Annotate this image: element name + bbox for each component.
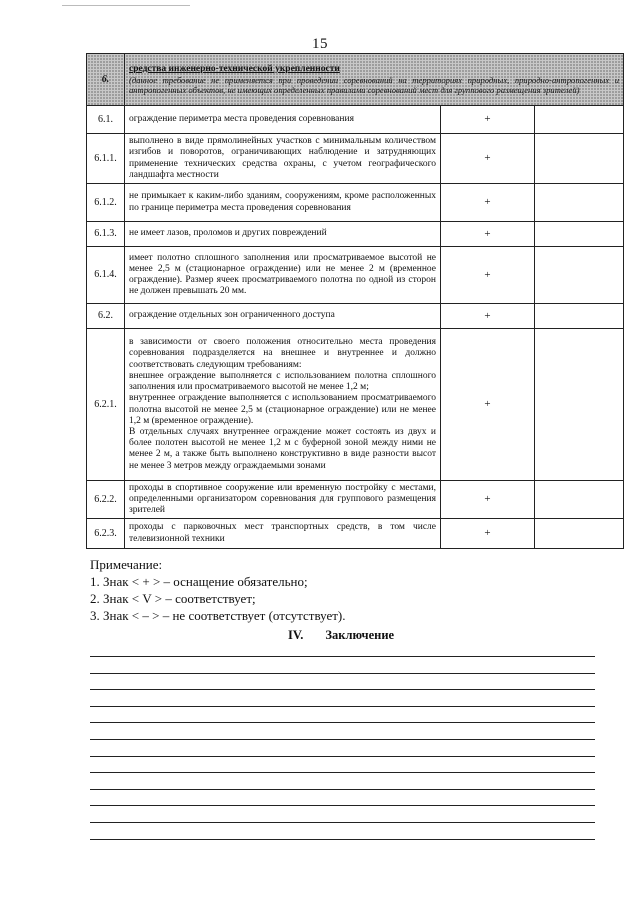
- ruled-line: [90, 739, 595, 740]
- checklist-table-body: [87, 54, 624, 549]
- conclusion-lines: [90, 656, 595, 855]
- row-mark: +: [441, 184, 535, 222]
- ruled-line: [90, 805, 595, 806]
- row-number: 6.2.2.: [87, 481, 125, 519]
- row-check-cell: [535, 106, 624, 134]
- header-cell: [125, 54, 624, 106]
- row-number: 6.2.1.: [87, 329, 125, 481]
- ruled-line: [90, 722, 595, 723]
- table-row: [87, 481, 624, 519]
- row-number: 6.1.2.: [87, 184, 125, 222]
- section-title: Заключение: [325, 628, 395, 642]
- row-mark: +: [441, 222, 535, 247]
- row-requirement: не примыкает к каким-либо зданиям, сооружениям, кроме расположенных по границе периметра места проведения соревнования: [125, 184, 441, 222]
- notes-block: [90, 556, 346, 624]
- row-check-cell: [535, 304, 624, 329]
- row-requirement: ограждение периметра места проведения соревнования: [125, 106, 441, 134]
- table-row: [87, 134, 624, 184]
- section-heading: [288, 628, 394, 643]
- notes-title: Примечание:: [90, 557, 163, 572]
- row-check-cell: [535, 481, 624, 519]
- note-item: 2. Знак < V > – соответствует;: [90, 591, 256, 606]
- row-requirement: не имеет лазов, проломов и других повреждений: [125, 222, 441, 247]
- row-number: 6.2.: [87, 304, 125, 329]
- table-header-row: [87, 54, 624, 106]
- requirement-paragraph: внутреннее ограждение выполняется с использованием просматриваемого полотна высотой не менее 2,5 м (стационарное ограждение) или не менее 1,2 м (временное ограждение).: [129, 393, 436, 426]
- header-note: (данное требование не применяется при проведении соревнований на территориях природных, природно-антропогенных и антропогенных объектов, не имеющих определенных правилами соревнований мест для группового размещения зрителей): [129, 74, 620, 96]
- row-requirement: выполнено в виде прямолинейных участков с минимальным количеством изгибов и поворотов, ограничивающих наблюдение и затрудняющих применение технических средства охраны, с учетом географического ландшафта местности: [125, 134, 441, 184]
- row-mark: +: [441, 134, 535, 184]
- table-row: [87, 106, 624, 134]
- row-mark: +: [441, 329, 535, 481]
- row-requirement: проходы в спортивное сооружение или временную постройку с местами, определенными организатором соревнования для группового размещения зрителей: [125, 481, 441, 519]
- ruled-line: [90, 772, 595, 773]
- note-item: 1. Знак < + > – оснащение обязательно;: [90, 574, 308, 589]
- ruled-line: [90, 822, 595, 823]
- requirement-paragraph: внешнее ограждение выполняется с использованием полотна сплошного заполнения или просматриваемого высотой не менее 1,2 м;: [129, 370, 436, 393]
- table-row: [87, 222, 624, 247]
- row-check-cell: [535, 134, 624, 184]
- checklist-table: [86, 53, 624, 549]
- row-check-cell: [535, 222, 624, 247]
- ruled-line: [90, 839, 595, 840]
- header-number: 6.: [87, 54, 125, 106]
- row-mark: +: [441, 519, 535, 549]
- row-number: 6.1.3.: [87, 222, 125, 247]
- ruled-line: [90, 756, 595, 757]
- row-check-cell: [535, 519, 624, 549]
- note-item: 3. Знак < – > – не соответствует (отсутствует).: [90, 608, 346, 623]
- row-requirement: проходы с парковочных мест транспортных средств, в том числе телевизионной техники: [125, 519, 441, 549]
- row-number: 6.1.: [87, 106, 125, 134]
- row-check-cell: [535, 184, 624, 222]
- ruled-line: [90, 656, 595, 657]
- table-row: [87, 329, 624, 481]
- row-requirement: [125, 329, 441, 481]
- requirement-paragraph: в зависимости от своего положения относительно места проведения соревнования подразделяется на внешнее и внутреннее и должно соответствовать следующим требованиям:: [129, 337, 436, 370]
- ruled-line: [90, 789, 595, 790]
- page-number: 15: [312, 36, 328, 52]
- row-mark: +: [441, 247, 535, 304]
- ruled-line: [90, 706, 595, 707]
- section-numeral: IV.: [288, 628, 304, 642]
- ruled-line: [90, 673, 595, 674]
- row-check-cell: [535, 247, 624, 304]
- row-number: 6.1.4.: [87, 247, 125, 304]
- row-mark: +: [441, 304, 535, 329]
- row-number: 6.1.1.: [87, 134, 125, 184]
- row-requirement: ограждение отдельных зон ограниченного доступа: [125, 304, 441, 329]
- requirement-paragraph: В отдельных случаях внутреннее ограждение может состоять из двух и более полотен высотой не менее 1,2 м с буферной зоной между ними не менее 2 м, а также быть выполнено конструктивно в виде разности высот не менее 3 метров между ограждаемыми зонами: [129, 426, 436, 471]
- table-row: [87, 519, 624, 549]
- row-requirement: имеет полотно сплошного заполнения или просматриваемое высотой не менее 2,5 м (стационарное ограждение) или не менее 2 м (временное ограждение). Размер ячеек просматриваемого полотна по одной из сторон не должен превышать 20 мм.: [125, 247, 441, 304]
- header-title: средства инженерно-технической укрепленности: [129, 63, 340, 74]
- row-number: 6.2.3.: [87, 519, 125, 549]
- row-mark: +: [441, 481, 535, 519]
- row-mark: +: [441, 106, 535, 134]
- ruled-line: [90, 689, 595, 690]
- table-row: [87, 247, 624, 304]
- row-check-cell: [535, 329, 624, 481]
- table-row: [87, 304, 624, 329]
- table-row: [87, 184, 624, 222]
- scan-top-line: [62, 5, 190, 6]
